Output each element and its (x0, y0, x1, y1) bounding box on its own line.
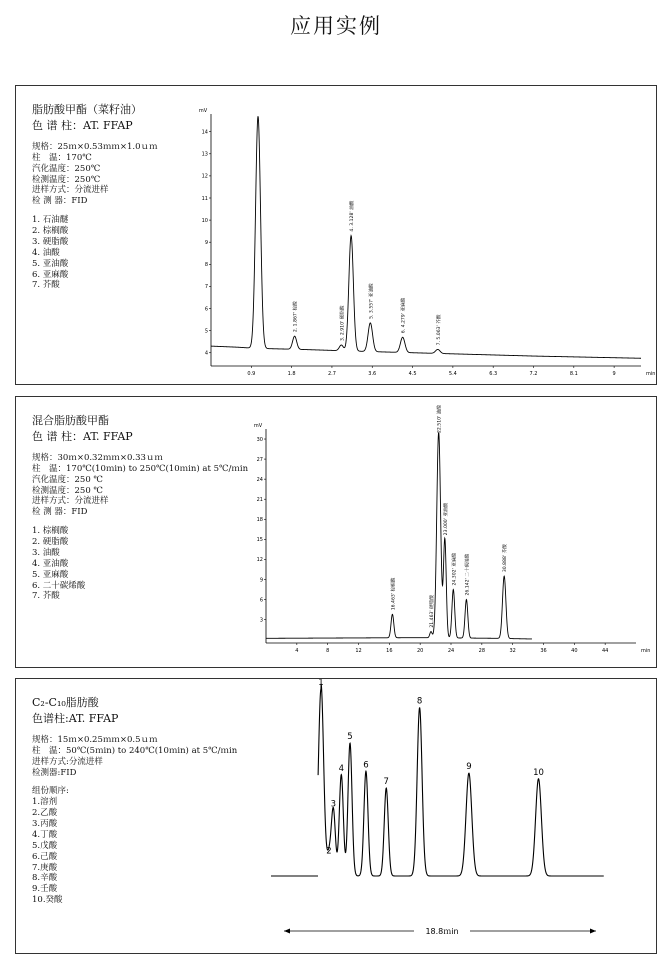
panel-title: 脂肪酸甲酯（菜籽油） (32, 103, 142, 116)
component-item: 4. 油酸 (32, 247, 60, 258)
component-item: 9.壬酸 (32, 884, 58, 895)
x-tick-label: 1.8 (287, 371, 296, 377)
y-tick-label: 9 (204, 240, 208, 247)
scale-arrow-right (590, 929, 596, 934)
peak-label: 21.463' 硬脂酸 (429, 595, 435, 628)
peak-label: 7. 5.063' 芥酸 (436, 314, 442, 346)
condition-line: 规格：25ｍ×0.53ｍｍ×1.0ｕｍ (32, 141, 158, 152)
chromatogram-chart (16, 86, 658, 386)
component-item: 6. 亚麻酸 (32, 269, 69, 280)
x-tick-label: 44 (601, 648, 609, 654)
y-tick-label: 10 (201, 217, 208, 224)
y-tick-label: 30 (256, 436, 263, 443)
component-item: 10.癸酸 (32, 895, 63, 906)
component-item: 2. 棕榈酸 (32, 226, 69, 236)
condition-line: 检测温度：250℃ (32, 174, 101, 185)
chromatogram-trace (266, 432, 532, 639)
y-tick-label: 14 (201, 129, 208, 136)
component-item: 3. 硬脂酸 (32, 236, 69, 247)
peak-number-label: 7 (383, 777, 389, 788)
y-tick-label: 24 (256, 476, 263, 483)
condition-line: 检测器:FID (32, 767, 77, 778)
peak-number-label: 3 (330, 799, 337, 810)
peak-number-label: 2 (326, 846, 332, 857)
x-tick-label: 20 (416, 648, 424, 654)
component-item: 6. 二十碳烯酸 (32, 580, 86, 591)
condition-line: 柱 温：170℃(10ｍin) to 250℃(10ｍin) at 5℃/ｍin (32, 463, 249, 474)
x-tick-label: 4.5 (408, 371, 417, 377)
column-name: 色 谱 柱：AT. FFAP (32, 118, 133, 132)
component-item: 1. 棕榈酸 (32, 526, 69, 537)
chromatogram-chart (16, 679, 658, 955)
peak-label: 30.888' 芥酸 (503, 544, 509, 573)
column-name: 色谱柱:AT. FFAP (32, 711, 119, 725)
condition-line: 检测温度：250 ℃ (32, 485, 103, 496)
y-tick-label: 18 (256, 517, 263, 524)
y-tick-label: 27 (256, 456, 263, 463)
peak-label: 4. 3.128' 油酸 (350, 200, 356, 232)
chromatogram-chart (16, 397, 658, 669)
peak-number-label: 10 (533, 767, 544, 778)
panel-title: C₂-C₁₀脂肪酸 (32, 696, 99, 709)
y-tick-label: 13 (201, 151, 208, 158)
component-item: 2. 硬脂酸 (32, 537, 69, 547)
y-tick-label: 9 (259, 577, 263, 584)
peak-label: 2. 1.867' 棕酸 (293, 301, 299, 333)
condition-line: 柱 温：170℃ (32, 152, 92, 163)
peak-label: 26.142' 二十碳烯酸 (465, 553, 471, 596)
component-item: 2.乙酸 (32, 808, 58, 819)
chromatogram-panel-rapeseed (15, 85, 657, 385)
column-name: 色 谱 柱：AT. FFAP (32, 429, 133, 443)
y-unit-label: mV (253, 423, 263, 429)
component-item: 3. 油酸 (32, 547, 60, 558)
peak-label: 6. 4.279' 亚麻酸 (401, 297, 407, 334)
condition-line: 汽化温度：250 ℃ (32, 474, 103, 485)
y-tick-label: 7 (204, 284, 208, 291)
time-scale-label: 18.8ｍin (425, 927, 459, 936)
x-tick-label: 28 (478, 648, 486, 654)
y-tick-label: 4 (204, 350, 208, 357)
chromatogram-trace (318, 684, 604, 876)
y-tick-label: 15 (256, 537, 263, 544)
component-item: 6.己酸 (32, 851, 58, 862)
y-tick-label: 6 (204, 306, 208, 313)
x-tick-label: 3.6 (368, 371, 377, 377)
chromatogram-trace (211, 116, 641, 358)
component-item: 4. 亚油酸 (32, 558, 69, 569)
chromatogram-panel-mixed-fame (15, 396, 657, 668)
peak-label: 5. 3.557' 亚油酸 (369, 283, 375, 319)
peak-label: 16.463' 棕榈酸 (391, 577, 397, 611)
y-tick-label: 5 (204, 328, 208, 335)
peak-number-label: 1 (318, 679, 324, 688)
chromatogram-panel-c2-c10 (15, 678, 657, 954)
peak-label: 23.000' 亚油酸 (443, 502, 449, 536)
components-heading: 组份顺序: (32, 786, 69, 797)
component-item: 8.辛酸 (32, 873, 58, 884)
condition-line: 柱 温：50℃(5ｍin) to 240℃(10ｍin) at 5℃/ｍin (32, 745, 238, 756)
condition-line: 进样方式：分流进样 (32, 185, 109, 196)
x-tick-label: 36 (540, 648, 547, 654)
y-tick-label: 6 (259, 597, 263, 604)
y-unit-label: mV (198, 108, 208, 114)
y-tick-label: 3 (259, 617, 263, 624)
x-unit-label: min (641, 648, 651, 654)
x-tick-label: 8 (326, 648, 330, 654)
x-tick-label: 12 (355, 648, 362, 654)
y-tick-label: 8 (204, 262, 208, 269)
peak-label: 24.302' 亚麻酸 (452, 552, 458, 586)
condition-line: 检 测 器：FID (32, 196, 88, 207)
x-tick-label: 32 (509, 648, 516, 654)
scale-arrow-left (284, 929, 290, 934)
x-tick-label: 6.3 (489, 371, 498, 377)
condition-line: 规格：30ｍ×0.32ｍｍ×0.33ｕｍ (32, 452, 163, 463)
x-unit-label: min (646, 371, 656, 377)
x-tick-label: 2.7 (327, 371, 336, 377)
condition-line: 进样方式：分流进样 (32, 496, 109, 507)
peak-number-label: 6 (363, 760, 369, 771)
y-tick-label: 21 (256, 497, 263, 504)
component-item: 5.戊酸 (32, 840, 58, 851)
y-tick-label: 12 (256, 557, 263, 564)
peak-number-label: 9 (466, 762, 472, 773)
component-item: 1.溶剂 (32, 797, 58, 808)
component-item: 4.丁酸 (32, 829, 58, 840)
component-item: 3.丙酸 (32, 819, 58, 829)
page-title: 应用实例 (290, 14, 382, 38)
x-tick-label: 4 (295, 648, 299, 654)
condition-line: 规格：15ｍ×0.25ｍｍ×0.5ｕｍ (32, 734, 158, 745)
x-tick-label: 16 (386, 648, 393, 654)
component-item: 7. 芥酸 (32, 591, 60, 602)
component-item: 1. 石油醚 (32, 215, 69, 226)
panel-title: 混合脂肪酸甲酯 (32, 414, 109, 427)
component-item: 5. 亚油酸 (32, 258, 69, 269)
peak-label: 22.510' 油酸 (437, 405, 443, 433)
x-tick-label: 0.9 (247, 371, 256, 377)
peak-number-label: 8 (416, 696, 423, 707)
component-item: 7.庚酸 (32, 862, 58, 873)
x-tick-label: 24 (447, 648, 455, 654)
component-item: 5. 亚麻酸 (32, 569, 69, 580)
component-item: 7. 芥酸 (32, 280, 60, 291)
peak-number-label: 5 (347, 732, 353, 743)
peak-label: 3. 2.910' 硬脂酸 (340, 305, 346, 341)
condition-line: 汽化温度：250℃ (32, 163, 101, 174)
x-tick-label: 7.2 (529, 371, 538, 377)
condition-line: 检 测 器：FID (32, 507, 88, 518)
peak-number-label: 4 (338, 764, 345, 775)
x-tick-label: 40 (571, 648, 578, 654)
y-tick-label: 12 (201, 173, 208, 180)
condition-line: 进样方式:分流进样 (32, 756, 103, 767)
x-tick-label: 5.4 (448, 371, 457, 377)
x-tick-label: 8.1 (569, 371, 578, 377)
y-tick-label: 11 (201, 195, 208, 202)
x-tick-label: 9 (612, 371, 616, 377)
